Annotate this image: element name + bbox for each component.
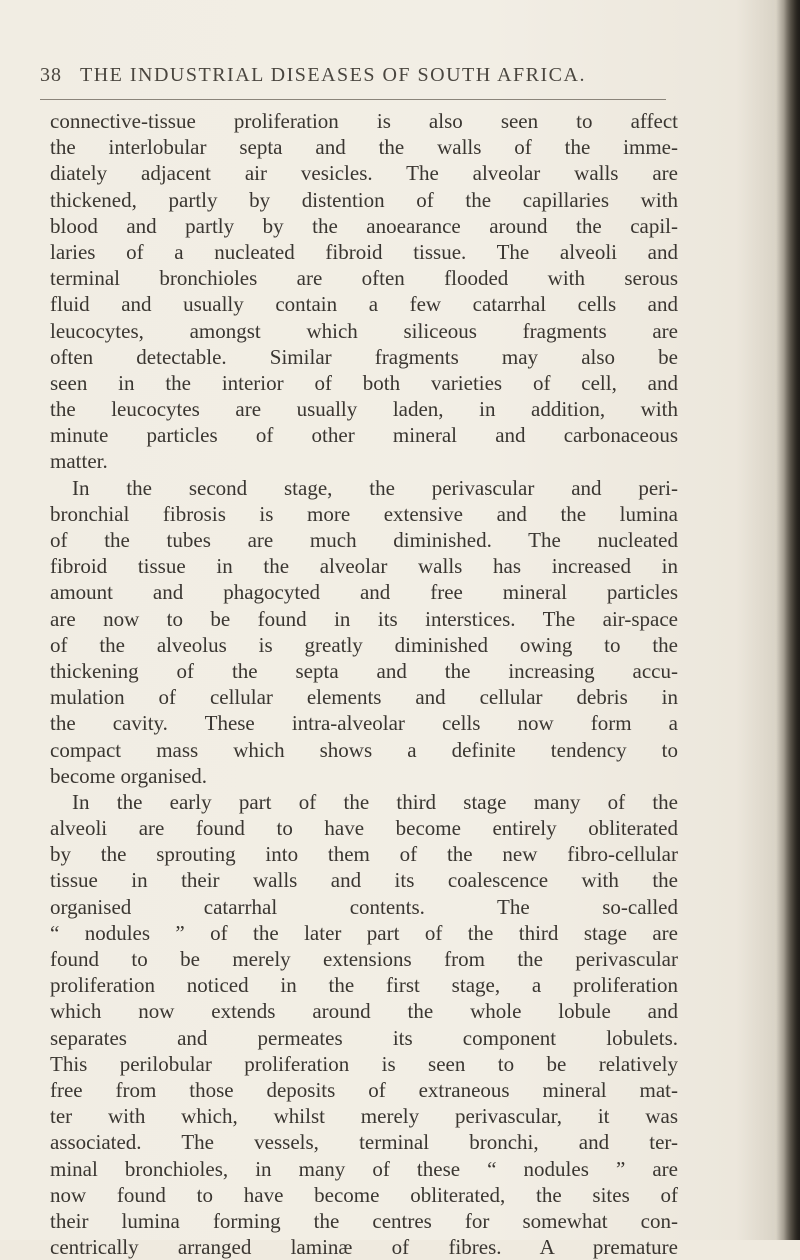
text-line: now found to have become obliterated, the sites of [50,1182,678,1207]
text-line: minal bronchioles, in many of these “ nodules ” are [50,1156,678,1181]
text-line: are now to be found in its interstices. The air-space [50,606,678,631]
text-line: minute particles of other mineral and carbonaceous [50,423,678,448]
text-line: often detectable. Similar fragments may also be [50,344,678,369]
text-line: of the alveolus is greatly diminished owing to the [50,632,678,657]
text-line: free from those deposits of extraneous mineral mat- [50,1077,678,1102]
running-title: THE INDUSTRIAL DISEASES OF SOUTH AFRICA. [80,64,586,86]
text-line: bronchial fibrosis is more extensive and the lumina [50,501,678,526]
text-line: ter with which, whilst merely perivascular, it was [50,1104,678,1129]
page-number: 38 [40,64,62,86]
text-line: proliferation noticed in the first stage, a proliferation [50,973,678,998]
paragraph [50,108,678,475]
paragraph [50,475,678,789]
text-line: matter. [50,449,108,474]
text-line: their lumina forming the centres for somewhat con- [50,1208,678,1233]
text-line: fibroid tissue in the alveolar walls has increased in [50,554,678,579]
running-head [40,64,586,87]
text-line: the interlobular septa and the walls of the imme- [50,135,678,160]
text-line: the cavity. These intra-alveolar cells now form a [50,711,678,736]
text-line: thickened, partly by distention of the capillaries with [50,187,678,212]
text-line: tissue in their walls and its coalescence with the [50,868,678,893]
text-line: fluid and usually contain a few catarrhal cells and [50,292,678,317]
text-line: diately adjacent air vesicles. The alveolar walls are [50,161,678,186]
text-line: amount and phagocyted and free mineral particles [50,580,678,605]
text-line: become organised. [50,763,208,788]
text-line: thickening of the septa and the increasing accu- [50,658,678,683]
text-line: found to be merely extensions from the perivascular [50,947,678,971]
text-line: alveoli are found to have become entirely obliterated [50,816,678,841]
text-line: In the second stage, the perivascular and peri- [72,475,678,500]
text-line: by the sprouting into them of the new fibro-cellular [50,842,678,867]
text-line: connective-tissue proliferation is also seen to affect [50,109,678,133]
paragraph [50,789,678,1260]
text-line: leucocytes, amongst which siliceous fragments are [50,318,678,343]
text-line: seen in the interior of both varieties of cell, and [50,370,678,395]
text-line: laries of a nucleated fibroid tissue. The alveoli and [50,239,678,264]
text-line: This perilobular proliferation is seen to be relatively [50,1051,678,1076]
text-line: “ nodules ” of the later part of the third stage are [50,920,678,945]
text-line: the leucocytes are usually laden, in addition, with [50,397,678,422]
text-line: terminal bronchioles are often flooded with serous [50,266,678,291]
body-text [50,108,678,1260]
text-line: compact mass which shows a definite tendency to [50,737,678,762]
text-line: of the tubes are much diminished. The nucleated [50,528,678,552]
text-line: separates and permeates its component lobulets. [50,1025,678,1050]
text-line: centrically arranged laminæ of fibres. A premature [50,1235,678,1260]
page-edge-shadow [784,0,800,1240]
text-line: which now extends around the whole lobule and [50,999,678,1024]
text-line: associated. The vessels, terminal bronchi, and ter- [50,1130,678,1155]
text-line: organised catarrhal contents. The so-called [50,894,678,919]
text-line: blood and partly by the anoearance around the capil- [50,213,678,238]
text-line: In the early part of the third stage many of the [72,789,678,814]
header-rule [40,99,666,100]
text-line: mulation of cellular elements and cellular debris in [50,685,678,710]
